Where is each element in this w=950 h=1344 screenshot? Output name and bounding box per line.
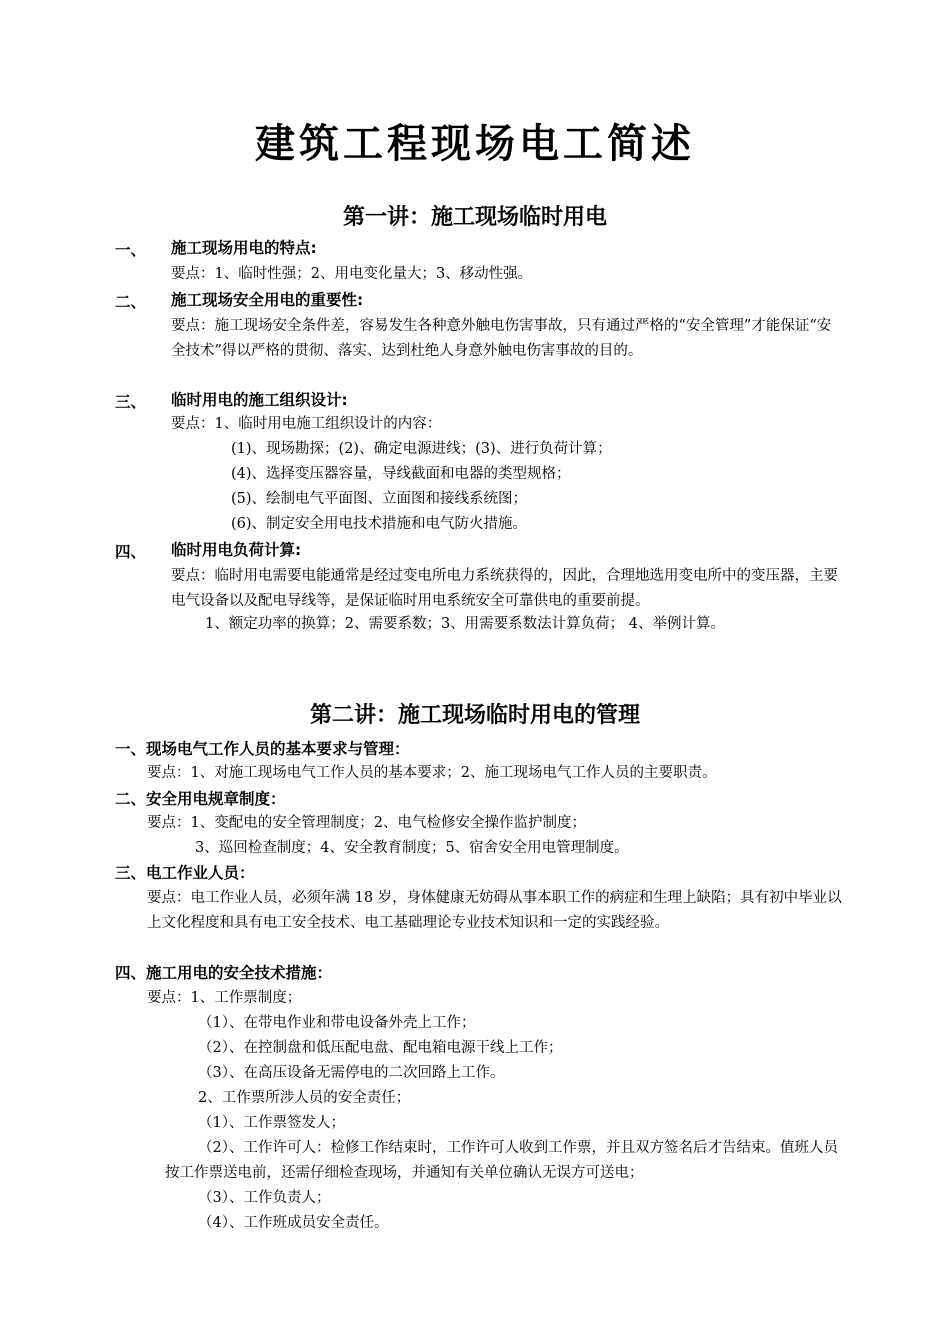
l2-s4-item: （1）、在带电作业和带电设备外壳上工作；: [198, 1015, 476, 1031]
l1-s4-heading: 临时用电负荷计算:: [171, 541, 302, 559]
l1-s3-heading: 临时用电的施工组织设计:: [171, 391, 348, 409]
l1-s2-paragraph: 要点：施工现场安全条件差，容易发生各种意外触电伤害事故，只有通过严格的“安全管理”才能保证“安全技术”得以严格的贯彻、落实、达到杜绝人身意外触电伤害事故的目的。: [171, 318, 832, 359]
lecture-1-title: 第一讲：施工现场临时用电: [342, 205, 607, 230]
l2-s4-item: （3）、工作负责人；: [198, 1190, 331, 1206]
l2-s3-paragraph: 要点：电工作业人员，必须年满 18 岁，身体健康无妨碍从事本职工作的病症和生理上缺陷；具有初中毕业以上文化程度和具有电工安全技术、电工基础理论专业技术知识和一定的实践经验。: [147, 890, 842, 931]
l1-s3-intro: 要点：1、临时用电施工组织设计的内容：: [171, 416, 442, 432]
l2-s4-item: （4）、工作班成员安全责任。: [198, 1215, 389, 1231]
l1-s2-heading: 施工现场安全用电的重要性:: [171, 291, 364, 309]
l2-s1-heading: 一、现场电气工作人员的基本要求与管理：: [115, 740, 410, 758]
l1-s1-number: 一、: [115, 241, 147, 259]
l2-s1-text: 要点：1、对施工现场电气工作人员的基本要求；2、施工现场电气工作人员的主要职责。: [147, 765, 717, 781]
l2-s4-item: （3）、在高压设备无需停电的二次回路上工作。: [198, 1065, 505, 1081]
l1-s4-paragraph: 要点：临时用电需要电能通常是经过变电所电力系统获得的，因此，合理地选用变电所中的变压器，主要电气设备以及配电导线等，是保证临时用电系统安全可靠供电的重要前提。: [171, 568, 838, 609]
l1-s4-number: 四、: [115, 543, 147, 561]
l2-s4-sub2: 2、工作票所涉人员的安全责任；: [198, 1090, 411, 1106]
l2-s2-line1: 要点：1、变配电的安全管理制度；2、电气检修安全操作监护制度；: [147, 815, 586, 831]
l2-s4-item-paragraph: （2）、工作许可人：检修工作结束时，工作许可人收到工作票，并且双方签名后才告结束。值班人员按工作票送电前，还需仔细检查现场，并通知有关单位确认无误方可送电；: [165, 1140, 838, 1181]
l1-s3-item: (5)、绘制电气平面图、立面图和接线系统图；: [231, 491, 528, 507]
lecture-2-title: 第二讲：施工现场临时用电的管理: [309, 703, 640, 728]
l2-s2-heading: 二、安全用电规章制度：: [115, 790, 286, 808]
l2-s4-item: （1）、工作票签发人；: [198, 1115, 345, 1131]
l2-s4-item: （2）、在控制盘和低压配电盘、配电箱电源干线上工作；: [198, 1040, 563, 1056]
document-title: 建筑工程现场电工简述: [255, 120, 695, 167]
l1-s4-items: 1、额定功率的换算；2、需要系数；3、用需要系数法计算负荷； 4、举例计算。: [205, 616, 726, 632]
l1-s1-heading: 施工现场用电的特点:: [171, 239, 317, 257]
l2-s4-intro: 要点：1、工作票制度；: [147, 990, 302, 1006]
l1-s3-item: (1)、现场勘探；(2)、确定电源进线；(3)、进行负荷计算；: [231, 441, 612, 457]
l1-s3-item: (4)、选择变压器容量，导线截面和电器的类型规格；: [231, 466, 571, 482]
l1-s2-number: 二、: [115, 293, 147, 311]
l2-s3-heading: 三、电工作业人员：: [115, 864, 255, 882]
l1-s3-item: (6)、制定安全用电技术措施和电气防火措施。: [231, 516, 528, 532]
l1-s3-number: 三、: [115, 393, 147, 411]
l2-s2-line2: 3、巡回检查制度；4、安全教育制度；5、宿舍安全用电管理制度。: [195, 840, 629, 856]
l1-s1-text: 要点：1、临时性强；2、用电变化量大；3、移动性强。: [171, 266, 533, 282]
l2-s4-heading: 四、施工用电的安全技术措施：: [115, 964, 333, 982]
